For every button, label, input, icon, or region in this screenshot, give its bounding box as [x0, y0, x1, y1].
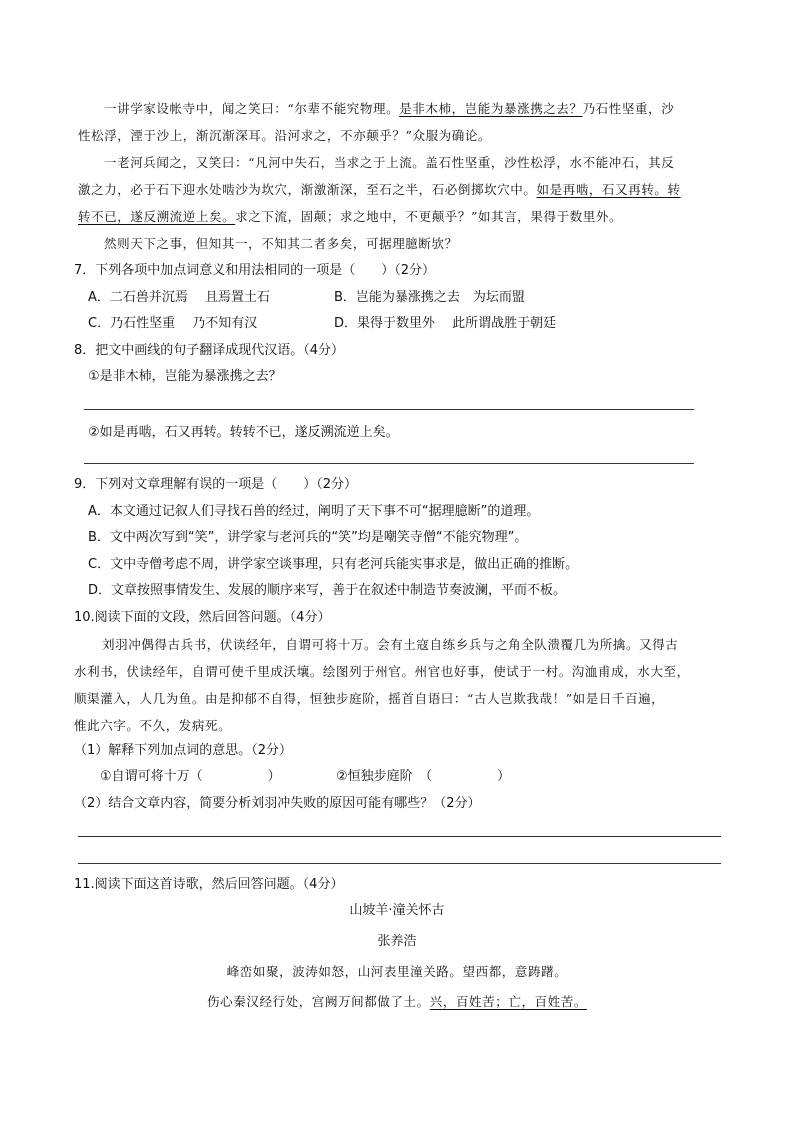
passage-text: 激之力，必于石下迎水处啮沙为坎穴，渐激渐深，至石之半，石必倒掷坎穴中。 [78, 182, 537, 197]
underlined-sentence-1: 是非木柿，岂能为暴涨携之去？ [399, 101, 583, 116]
underlined-sentence-2: 如是再啮，石又再转。转 [536, 182, 681, 197]
q7-option-d: D．果得于数里外 此所谓战胜于朝廷 [334, 316, 557, 331]
passage-text: 求之下流，固颠；求之地中，不更颠乎？”如其言，果得于数里外。 [235, 209, 623, 224]
poem-title: 山坡羊·潼关怀古 [349, 903, 445, 918]
q10-sub1-item-b: ②恒独步庭阶 （ ） [336, 769, 511, 784]
poem-underlined-text: 兴，百姓苦；亡，百姓苦。 [429, 994, 587, 1009]
q9-option-b: B．文中两次写到“笑”，讲学家与老河兵的“笑”均是嘲笑寺僧“不能究物理”。 [88, 530, 528, 545]
q9-option-d: D．文章按照事情发生、发展的顺序来写，善于在叙述中制造节奏波澜，平而不板。 [88, 583, 567, 598]
q8-answer-line-1[interactable] [84, 409, 694, 410]
q10-text-line2: 水利书，伏读经年，自谓可使千里成沃壤。绘图列于州官。州官也好事，使试于一村。沟洫甫成，水大至， [74, 664, 690, 679]
q10-text-line4: 惟此六字。不久，发病死。 [74, 718, 232, 733]
poem-line-2 [0, 993, 794, 1011]
passage-p2-line3 [78, 208, 622, 226]
q10-text-line3: 顺渠灌入，人几为鱼。由是抑郁不自得，恒独步庭阶，摇首自语曰：“古人岂欺我哉！”如是日千百遍， [74, 691, 665, 706]
q9-option-a: A．本文通过记叙人们寻找石兽的经过，阐明了天下事不可“据理臆断”的道理。 [88, 504, 540, 519]
passage-p3: 然则天下之事，但知其一，不知其二者多矣，可据理臆断欤？ [104, 236, 458, 251]
q9-option-c: C．文中寺僧考虑不周，讲学家空谈事理，只有老河兵能实事求是，做出正确的推断。 [88, 557, 579, 572]
q10-answer-line-1[interactable] [78, 836, 721, 837]
passage-p2-line1: 一老河兵闻之，又笑曰：“凡河中失石，当求之于上流。盖石性坚重，沙性松浮，水不能冲石，其反 [104, 155, 675, 170]
q8-stem: 8．把文中画线的句子翻译成现代汉语。（4分） [74, 343, 345, 358]
q8-sentence-2: ②如是再啮，石又再转。转转不已，遂反溯流逆上矣。 [88, 425, 399, 440]
q7-stem: 7．下列各项中加点词意义和用法相同的一项是（ ）（2分） [74, 263, 436, 278]
q7-option-c: C．乃石性坚重 乃不知有汉 [88, 316, 258, 331]
q10-sub1-stem: （1）解释下列加点词的意思。（2分） [74, 743, 293, 758]
q10-sub1-item-a: ①自谓可将十万（ ） [100, 769, 281, 784]
q8-answer-line-2[interactable] [84, 463, 694, 464]
passage-p1-line1 [104, 100, 674, 118]
q10-stem: 10.阅读下面的文段，然后回答问题。（4分） [74, 610, 331, 625]
q7-option-b: B．岂能为暴涨携之去 为坛而盟 [334, 290, 525, 305]
passage-text: 乃石性坚重，沙 [582, 101, 675, 116]
q10-sub2-stem: （2）结合文章内容，简要分析刘羽冲失败的原因可能有哪些？（2分） [74, 796, 481, 811]
q8-sentence-1: ①是非木杮，岂能为暴涨携之去？ [88, 369, 282, 384]
q11-stem: 11.阅读下面这首诗歌，然后回答问题。（4分） [74, 877, 344, 892]
passage-p1-line2: 性松浮，湮于沙上，渐沉渐深耳。沿河求之，不亦颠乎？”众服为确论。 [78, 128, 492, 143]
q10-answer-line-2[interactable] [78, 863, 721, 864]
poem-author: 张养浩 [377, 934, 417, 949]
underlined-sentence-2-cont: 转不已，遂反溯流逆上矣。 [78, 209, 236, 224]
passage-p2-line2 [78, 181, 681, 199]
poem-text: 伤心秦汉经行处，宫阙万间都做了土。 [207, 994, 430, 1009]
poem-line-1: 峰峦如聚，波涛如怒，山河表里潼关路。望西都，意踌躇。 [226, 964, 568, 979]
q9-stem: 9．下列对文章理解有误的一项是（ ）（2分） [74, 477, 358, 492]
passage-text: 一讲学家设帐寺中，闻之笑曰：“尔辈不能究物理。 [104, 101, 400, 116]
q7-option-a: A．二石兽并沉焉 且焉置土石 [88, 290, 271, 305]
q10-text-line1: 刘羽冲偶得古兵书，伏读经年，自谓可将十万。会有土寇自练乡兵与之角全队溃覆几为所擒。又得古 [102, 637, 679, 652]
